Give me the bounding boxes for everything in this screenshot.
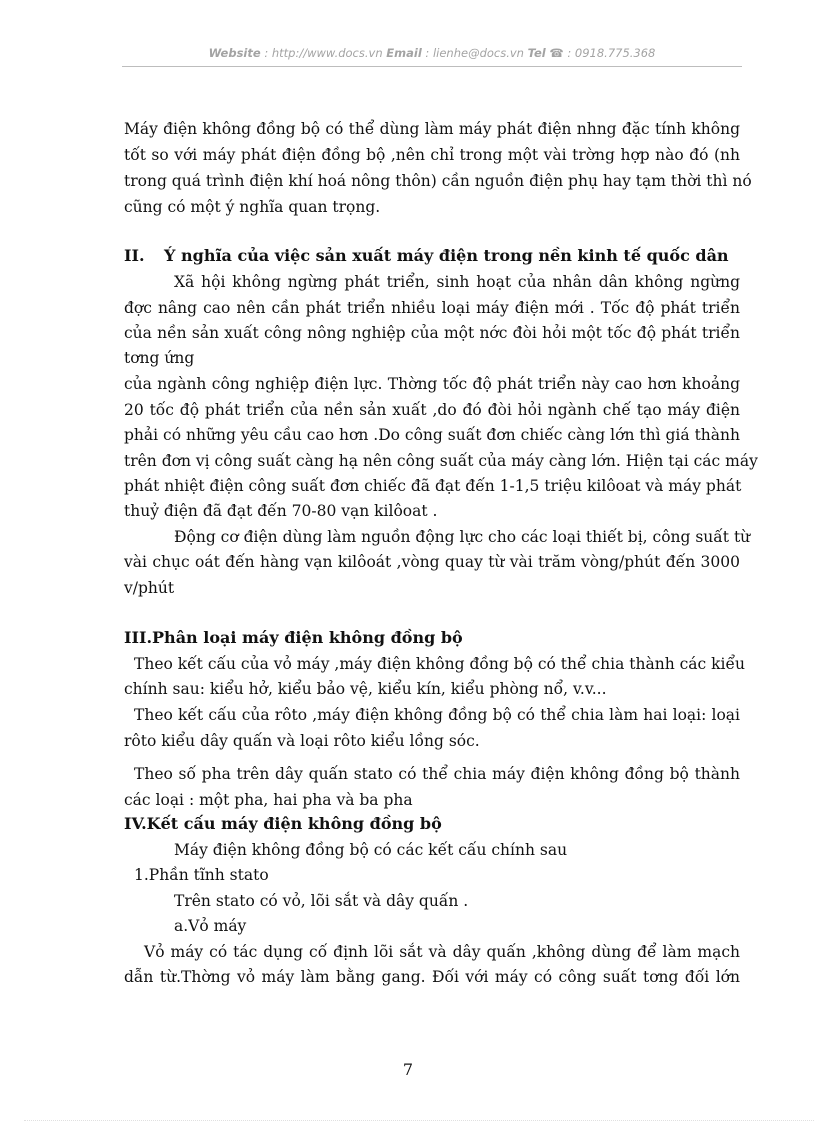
section-4-line: 1.Phần tĩnh stato <box>134 866 269 884</box>
intro-line: trong quá trình điện khí hoá nông thôn) cần nguồn điện phụ hay tạm thời thì nó <box>124 172 752 190</box>
section-2-line: thuỷ điện đã đạt đến 70-80 vạn kilôoat . <box>124 502 438 520</box>
section-2-number: II. <box>124 246 145 265</box>
tel-label: Tel <box>527 46 546 60</box>
section-4-line: a.Vỏ máy <box>174 917 247 935</box>
footer-divider <box>24 1120 814 1121</box>
page-header <box>122 46 742 60</box>
section-4-line: Vỏ máy có tác dụng cố định lõi sắt và dây quấn ,không dùng để làm mạch <box>144 943 740 961</box>
section-4-line: Trên stato có vỏ, lõi sắt và dây quấn . <box>174 892 469 910</box>
section-2-line: Động cơ điện dùng làm nguồn động lực cho các loại thiết bị, công suất từ <box>174 528 751 546</box>
website-url: : http://www.docs.vn <box>260 46 387 60</box>
section-3-line: chính sau: kiểu hở, kiểu bảo vệ, kiểu kín, kiểu phòng nổ, v.v... <box>124 680 607 698</box>
section-2-line: tơng ứng <box>124 349 195 367</box>
intro-line: cũng có một ý nghĩa quan trọng. <box>124 198 381 216</box>
section-3-line: Theo số pha trên dây quấn stato có thể chia máy điện không đồng bộ thành <box>134 765 740 783</box>
section-2-line: trên đơn vị công suất càng hạ nên công suất của máy càng lớn. Hiện tại các máy <box>124 452 758 470</box>
intro-line: Máy điện không đồng bộ có thể dùng làm máy phát điện nhng đặc tính không <box>124 120 740 138</box>
tel-number: ☎ : 0918.775.368 <box>545 46 656 60</box>
email-label: Email <box>386 46 422 60</box>
section-3-line: Theo kết cấu của rôto ,máy điện không đồng bộ có thể chia làm hai loại: loại <box>134 706 740 724</box>
intro-line: tốt so với máy phát điện đồng bộ ,nên chỉ trong một vài trờng hợp nào đó (nh <box>124 146 740 164</box>
section-2-line: phải có những yêu cầu cao hơn .Do công suất đơn chiếc càng lớn thì giá thành <box>124 426 740 444</box>
section-2-line: Xã hội không ngừng phát triển, sinh hoạt của nhân dân không ngừng <box>174 273 740 291</box>
section-2-line: đợc nâng cao nên cần phát triển nhiều loại máy điện mới . Tốc độ phát triển <box>124 299 740 317</box>
section-4-line: Máy điện không đồng bộ có các kết cấu chính sau <box>174 841 568 859</box>
section-3-line: Theo kết cấu của vỏ máy ,máy điện không đồng bộ có thể chia thành các kiểu <box>134 655 746 673</box>
email-address: : lienhe@docs.vn <box>421 46 528 60</box>
section-3-line: các loại : một pha, hai pha và ba pha <box>124 791 413 809</box>
page-number: 7 <box>402 1060 414 1079</box>
section-2-line: v/phút <box>124 579 175 597</box>
section-2-line: vài chục oát đến hàng vạn kilôoát ,vòng quay từ vài trăm vòng/phút đến 3000 <box>124 553 740 571</box>
section-3-line: rôto kiểu dây quấn và loại rôto kiểu lồng sóc. <box>124 732 480 750</box>
section-2-line: của ngành công nghiệp điện lực. Thờng tốc độ phát triển này cao hơn khoảng <box>124 375 740 393</box>
section-2-line: của nền sản xuất công nông nghiệp của một nớc đòi hỏi một tốc độ phát triển <box>124 324 740 342</box>
section-2-title: Ý nghĩa của việc sản xuất máy điện trong nền kinh tế quốc dân <box>164 246 729 265</box>
section-3-title: III.Phân loại máy điện không đồng bộ <box>124 628 463 647</box>
section-2-line: 20 tốc độ phát triển của nền sản xuất ,do đó đòi hỏi ngành chế tạo máy điện <box>124 401 740 419</box>
section-2-line: phát nhiệt điện công suất đơn chiếc đã đạt đến 1-1,5 triệu kilôoat và máy phát <box>124 477 742 495</box>
header-divider <box>122 66 742 67</box>
section-4-title: IV.Kết cấu máy điện không đồng bộ <box>124 814 442 833</box>
website-label: Website <box>208 46 261 60</box>
section-4-line: dẫn từ.Thờng vỏ máy làm bằng gang. Đối với máy có công suất tơng đối lớn <box>124 968 740 986</box>
